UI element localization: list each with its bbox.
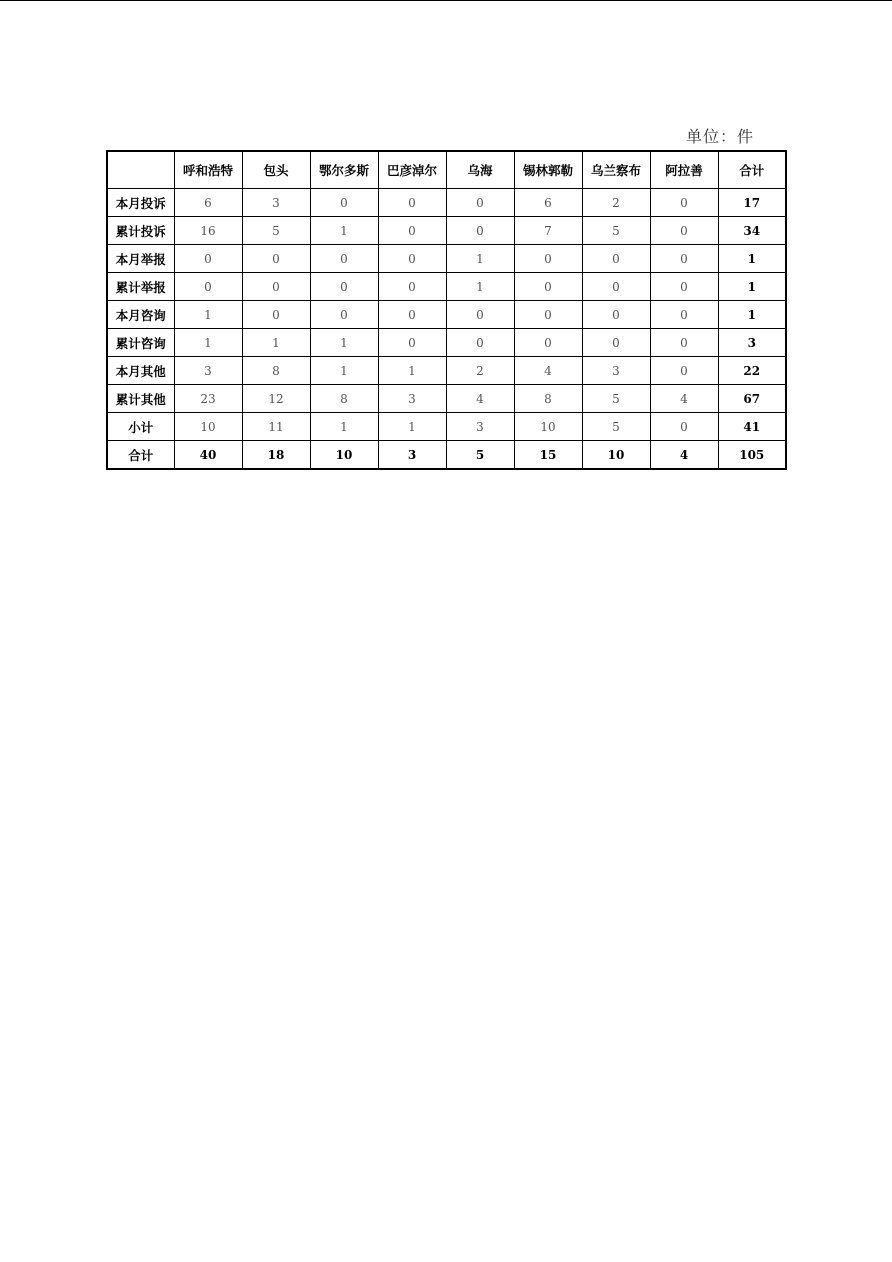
table-cell: 0 (242, 301, 310, 329)
row-total-cell: 3 (718, 329, 786, 357)
table-cell: 6 (174, 189, 242, 217)
column-header: 乌兰察布 (582, 151, 650, 189)
row-total-cell: 22 (718, 357, 786, 385)
table-cell: 4 (446, 385, 514, 413)
table-row (107, 301, 786, 329)
table-cell: 12 (242, 385, 310, 413)
row-label: 累计举报 (107, 273, 174, 301)
table-cell: 0 (650, 357, 718, 385)
column-header: 呼和浩特 (174, 151, 242, 189)
table-cell: 0 (174, 245, 242, 273)
table-cell: 4 (650, 385, 718, 413)
table-cell: 18 (242, 441, 310, 470)
row-total-cell: 17 (718, 189, 786, 217)
table-cell: 3 (378, 385, 446, 413)
row-label: 累计其他 (107, 385, 174, 413)
table-cell: 1 (310, 329, 378, 357)
table-cell: 0 (310, 245, 378, 273)
table-row (107, 357, 786, 385)
table-cell: 0 (582, 245, 650, 273)
table-cell: 1 (242, 329, 310, 357)
row-label: 累计咨询 (107, 329, 174, 357)
table-cell: 4 (650, 441, 718, 470)
row-total-cell: 105 (718, 441, 786, 470)
table-cell: 5 (446, 441, 514, 470)
table-cell: 0 (242, 245, 310, 273)
table-cell: 4 (514, 357, 582, 385)
table-header-row (107, 151, 786, 189)
table-cell: 0 (650, 329, 718, 357)
row-total-cell: 1 (718, 273, 786, 301)
table-row (107, 385, 786, 413)
table-cell: 0 (174, 273, 242, 301)
column-header-total: 合计 (718, 151, 786, 189)
column-header: 巴彦淖尔 (378, 151, 446, 189)
table-row (107, 245, 786, 273)
table-cell: 1 (378, 357, 446, 385)
table-cell: 10 (582, 441, 650, 470)
table-cell: 1 (310, 413, 378, 441)
table-cell: 1 (446, 273, 514, 301)
table-cell: 0 (650, 189, 718, 217)
row-total-cell: 67 (718, 385, 786, 413)
row-total-cell: 1 (718, 301, 786, 329)
table-cell: 0 (582, 273, 650, 301)
table-cell: 5 (582, 413, 650, 441)
row-label: 本月其他 (107, 357, 174, 385)
table-cell: 0 (650, 413, 718, 441)
row-label: 累计投诉 (107, 217, 174, 245)
table-cell: 8 (514, 385, 582, 413)
header-corner-cell (107, 151, 174, 189)
table-cell: 0 (378, 329, 446, 357)
table-cell: 0 (378, 217, 446, 245)
table-cell: 10 (310, 441, 378, 470)
table-row (107, 217, 786, 245)
table-cell: 0 (310, 301, 378, 329)
table-cell: 1 (174, 301, 242, 329)
table-cell: 40 (174, 441, 242, 470)
table-cell: 6 (514, 189, 582, 217)
table-cell: 5 (582, 217, 650, 245)
table-cell: 5 (242, 217, 310, 245)
table-cell: 0 (446, 301, 514, 329)
table-cell: 0 (378, 189, 446, 217)
table-row (107, 329, 786, 357)
row-label: 本月举报 (107, 245, 174, 273)
table-row (107, 273, 786, 301)
row-total-cell: 34 (718, 217, 786, 245)
table-cell: 0 (310, 189, 378, 217)
table-row (107, 189, 786, 217)
table-cell: 3 (582, 357, 650, 385)
table-cell: 5 (582, 385, 650, 413)
table-cell: 2 (446, 357, 514, 385)
page-top-border (0, 0, 892, 1)
column-header: 锡林郭勒 (514, 151, 582, 189)
table-cell: 10 (514, 413, 582, 441)
statistics-table (106, 150, 787, 470)
table-cell: 0 (582, 329, 650, 357)
table-cell: 0 (650, 273, 718, 301)
table-cell: 0 (310, 273, 378, 301)
column-header: 鄂尔多斯 (310, 151, 378, 189)
table-cell: 0 (378, 273, 446, 301)
table-cell: 16 (174, 217, 242, 245)
table-cell: 15 (514, 441, 582, 470)
table-cell: 3 (174, 357, 242, 385)
column-header: 乌海 (446, 151, 514, 189)
row-label: 本月咨询 (107, 301, 174, 329)
table-cell: 8 (242, 357, 310, 385)
table-cell: 0 (582, 301, 650, 329)
table-cell: 11 (242, 413, 310, 441)
row-total-cell: 1 (718, 245, 786, 273)
table-cell: 3 (378, 441, 446, 470)
table-cell: 0 (514, 329, 582, 357)
table-cell: 1 (174, 329, 242, 357)
row-label: 小计 (107, 413, 174, 441)
table-cell: 23 (174, 385, 242, 413)
table-cell: 1 (310, 217, 378, 245)
table-cell: 0 (650, 245, 718, 273)
table-cell: 0 (242, 273, 310, 301)
table-body (107, 189, 786, 470)
table-row (107, 441, 786, 470)
table-cell: 0 (650, 301, 718, 329)
table-cell: 0 (514, 301, 582, 329)
row-label: 本月投诉 (107, 189, 174, 217)
column-header: 阿拉善 (650, 151, 718, 189)
table-cell: 0 (650, 217, 718, 245)
table-cell: 0 (378, 245, 446, 273)
table-cell: 1 (378, 413, 446, 441)
table-cell: 1 (310, 357, 378, 385)
table-cell: 10 (174, 413, 242, 441)
table-cell: 1 (446, 245, 514, 273)
table-cell: 3 (446, 413, 514, 441)
table-cell: 0 (378, 301, 446, 329)
unit-label: 单位：件 (686, 127, 755, 146)
row-label: 合计 (107, 441, 174, 470)
table-cell: 0 (446, 189, 514, 217)
table-cell: 7 (514, 217, 582, 245)
column-header: 包头 (242, 151, 310, 189)
table-cell: 0 (446, 329, 514, 357)
table-cell: 0 (446, 217, 514, 245)
table-cell: 0 (514, 273, 582, 301)
table-cell: 2 (582, 189, 650, 217)
table-cell: 3 (242, 189, 310, 217)
row-total-cell: 41 (718, 413, 786, 441)
table-cell: 0 (514, 245, 582, 273)
table-row (107, 413, 786, 441)
table-cell: 8 (310, 385, 378, 413)
